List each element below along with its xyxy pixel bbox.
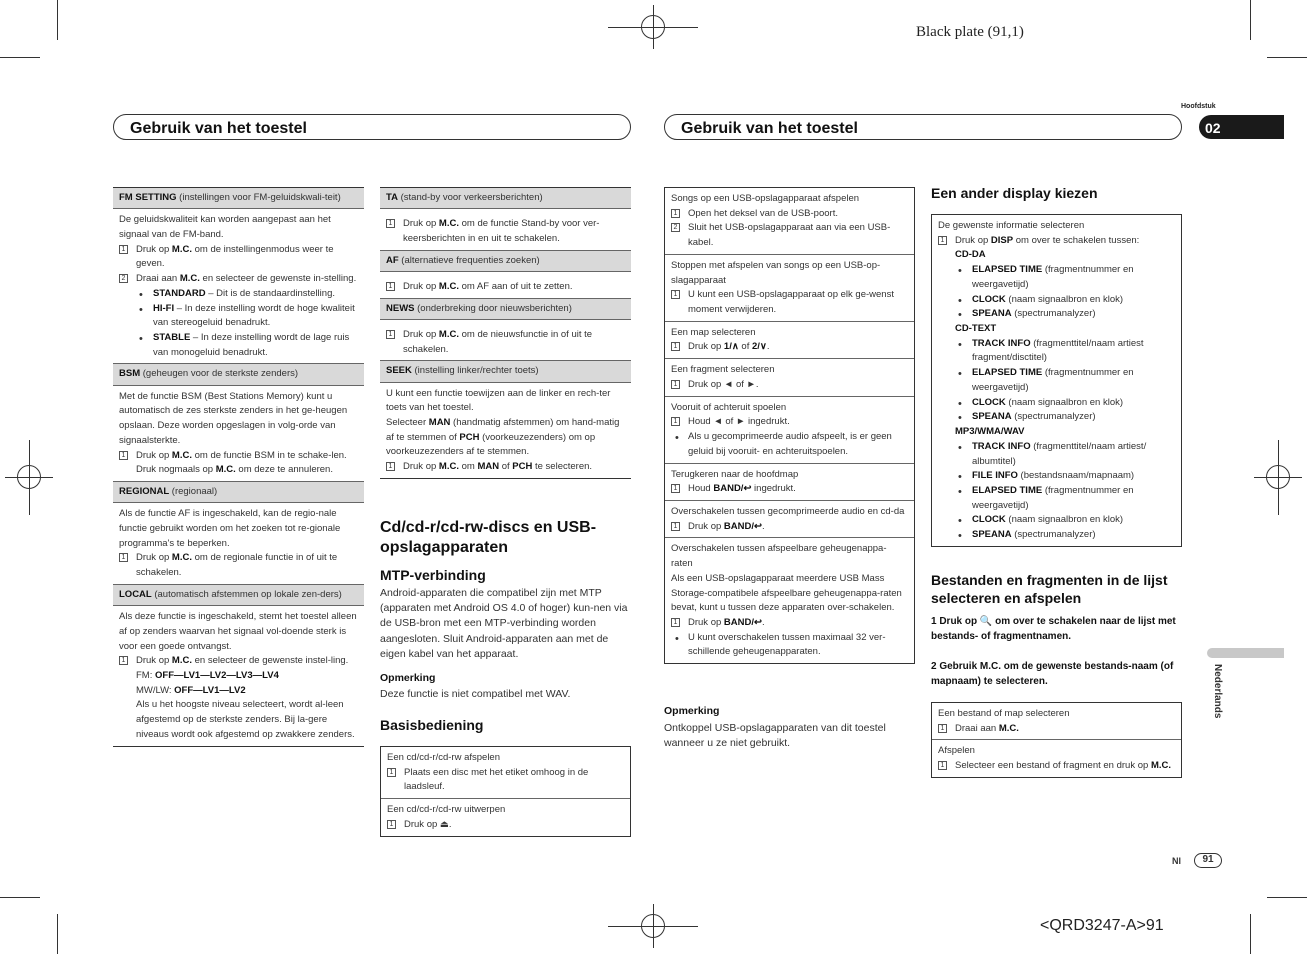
section-title: Gebruik van het toestel — [681, 120, 858, 137]
table-cell: Songs op een USB-opslagapparaat afspelen 1 Open het deksel van de USB-poort. 2 Sluit het USB-opslagapparaat aan via een USB-kabel. — [665, 188, 914, 255]
crop-mark — [1250, 0, 1251, 40]
crop-mark — [57, 914, 58, 954]
crop-mark — [1267, 897, 1307, 898]
table-cell: De geluidskwaliteit kan worden aangepast aan het signaal van de FM-band. 1 Druk op M.C. om de instellingenmodus weer te geven. 2 Draai aan M.C. en selecteer de gewenste in-stelling. • STANDARD – Dit is de standaardinstelling. • HI-FI – In deze instelling wordt de hoge kwaliteit van stereogeluid benadrukt. • STABLE – In deze instelling wordt de lage ruis van monogeluid benadrukt. — [113, 209, 364, 364]
table-cell: Een cd/cd-r/cd-rw afspelen 1 Plaats een disc met het etiket omhoog in de laadsleuf. — [381, 747, 630, 799]
crop-mark — [0, 897, 40, 898]
chapter-number: 02 — [1205, 120, 1221, 136]
registration-mark-icon — [1278, 440, 1279, 515]
table-cell: 1 Druk op M.C. om de nieuwsfunctie in of uit te schakelen. — [380, 320, 631, 361]
table-header: AF (alternatieve frequenties zoeken) — [380, 251, 631, 272]
language-label: Nederlands — [1212, 664, 1223, 719]
section-title: Gebruik van het toestel — [130, 120, 307, 137]
table-cell: U kunt een functie toewijzen aan de linker en rech-ter toets van het toestel. Selecteer MAN (handmatig afstemmen) om hand-matig af te stemmen of PCH (voorkeuzezenders) om op voorkeuzezenders af te stemmen. 1 Druk op M.C. om MAN of PCH te selecteren. — [386, 387, 620, 473]
table-cell: Overschakelen tussen gecomprimeerde audio en cd-da 1 Druk op BAND/↩. — [665, 501, 914, 538]
settings-table-right — [380, 187, 631, 479]
step-text: 2 Gebruik M.C. om de gewenste bestands-naam (of mapnaam) te selecteren. — [931, 661, 1174, 687]
note-text: Deze functie is niet compatibel met WAV. — [380, 688, 571, 700]
table-cell: Met de functie BSM (Best Stations Memory) kunt u automatisch de zes sterkste zenders in het ge-heugen opslaan. Deze worden opgeslagen in volg-orde van signaalsterkte. 1 Druk op M.C. om de functie BSM in te schake-len. Druk nogmaals op M.C. om deze te annuleren. — [113, 386, 364, 482]
table-cell: Een fragment selecteren 1 Druk op ◄ of ►. — [665, 359, 914, 396]
table-cell: 1 Druk op M.C. om AF aan of uit te zetten. — [380, 272, 631, 299]
crop-mark — [1267, 57, 1307, 58]
table-header: TA (stand-by voor verkeersberichten) — [380, 188, 631, 209]
table-header: LOCAL (automatisch afstemmen op lokale zen-ders) — [113, 585, 364, 606]
registration-mark-icon — [653, 904, 654, 948]
chapter-tab — [1199, 115, 1284, 139]
language-tab — [1207, 648, 1284, 658]
table-cell: De gewenste informatie selecteren 1 Druk op DISP om over te schakelen tussen: CD-DA • ELAPSED TIME (fragmentnummer en weergavetijd) • CLOCK (naam signaalbron en klok) • SPEANA (spectrumanalyzer) CD-TEXT • TRACK INFO (fragmenttitel/naam artiest fragment/disctitel) • ELAPSED TIME (fragmentnummer en weergavetijd) • CLOCK (naam signaalbron en klok) • SPEANA (spectrumanalyzer) MP3/WMA/WAV • TRACK INFO (fragmenttitel/naam artiest/ albumtitel) • FILE INFO (bestandsnaam/mapnaam) • ELAPSED TIME (fragmentnummer en weergavetijd) • CLOCK (naam signaalbron en klok) • SPEANA (spectrumanalyzer) — [932, 215, 1181, 546]
table-cell: Een cd/cd-r/cd-rw uitwerpen 1 Druk op ⏏. — [387, 804, 506, 830]
crop-mark — [1250, 914, 1251, 954]
note-text: Ontkoppel USB-opslagapparaten van dit toestel wanneer u ze niet gebruikt. — [664, 722, 886, 750]
file-selection-table — [931, 702, 1182, 778]
table-cell: Als deze functie is ingeschakeld, stemt het toestel alleen af op zenders waarvan het signaal vol-doende sterk is voor een goede ontvangst. 1 Druk op M.C. en selecteer de gewenste instel-ling. FM: OFF—LV1—LV2—LV3—LV4 MW/LW: OFF—LV1—LV2 Als u het hoogste niveau selecteert, wordt al-leen afgestemd op de sterkste zenders. Bij la-gere niveaus wordt ook afgestemd op zwakkere zenders. — [119, 611, 357, 740]
registration-mark-icon — [29, 440, 30, 515]
table-header: BSM (geheugen voor de sterkste zenders) — [113, 364, 364, 385]
crop-mark — [0, 57, 40, 58]
section-heading: Cd/cd-r/cd-rw-discs en USB-opslagapparaten — [380, 519, 597, 556]
table-cell: Een bestand of map selecteren 1 Draai aan M.C. — [932, 703, 1181, 740]
table-cell: Als de functie AF is ingeschakeld, kan de regio-nale functie gebruikt worden om het zoeken tot re-gionale programma's te beperken. 1 Druk op M.C. om de regionale functie in of uit te schakelen. — [113, 503, 364, 585]
basic-operation-table — [380, 746, 631, 837]
table-cell: Een map selecteren 1 Druk op 1/∧ of 2/∨. — [665, 322, 914, 359]
table-header: REGIONAL (regionaal) — [113, 482, 364, 503]
crop-mark — [57, 0, 58, 40]
subsection-heading: Basisbediening — [380, 717, 484, 733]
note-heading: Opmerking — [664, 705, 720, 717]
section-header-left — [113, 114, 631, 140]
subsection-heading: Bestanden en fragmenten in de lijst selecteren en afspelen — [931, 572, 1168, 607]
table-cell: Afspelen 1 Selecteer een bestand of fragment en druk op M.C. — [938, 745, 1171, 772]
subsection-heading: MTP-verbinding — [380, 567, 486, 583]
section-header-right — [664, 114, 1182, 140]
subsection-heading: Een ander display kiezen — [931, 185, 1098, 201]
table-cell: Terugkeren naar de hoofdmap 1 Houd BAND/↩ ingedrukt. — [665, 464, 914, 501]
table-header: FM SETTING (instellingen voor FM-geluidskwali-teit) — [113, 188, 364, 209]
table-cell: Vooruit of achteruit spoelen 1 Houd ◄ of ► ingedrukt. • Als u gecomprimeerde audio afspeelt, is er geen geluid bij vooruit- en achteruitspoelen. — [665, 397, 914, 464]
page-number: 91 — [1194, 853, 1222, 868]
table-cell: Overschakelen tussen afspeelbare geheugenappa-raten Als een USB-opslagapparaat meerdere USB Mass Storage-compatibele afspeelbare geheugenappa-raten bevat, kunt u tussen deze apparaten over-schakelen. 1 Druk op BAND/↩. • U kunt overschakelen tussen maximaal 32 ver-schillende geheugenapparaten. — [665, 538, 914, 663]
table-header: NEWS (onderbreking door nieuwsberichten) — [380, 299, 631, 320]
chapter-label: Hoofdstuk — [1181, 103, 1216, 110]
settings-table-left — [113, 187, 364, 747]
page-language: Nl — [1172, 856, 1181, 866]
step-text: 1 Druk op 🔍 om over te schakelen naar de lijst met bestands- of fragmentnamen. — [931, 616, 1176, 642]
document-code: <QRD3247-A>91 — [1040, 917, 1164, 934]
registration-mark-icon — [653, 5, 654, 49]
table-cell: Stoppen met afspelen van songs op een USB-op-slagapparaat 1 U kunt een USB-opslagapparaat op elk ge-wenst moment verwijderen. — [665, 255, 914, 322]
body-text: Android-apparaten die compatibel zijn met MTP (apparaten met Android OS 4.0 of hoger) kun-nen via de USB-bron met een MTP-verbinding worden aangesloten. Sluit Android-apparaten aan met de eigen kabel van het apparaat. — [380, 587, 628, 660]
plate-label: Black plate (91,1) — [916, 24, 1024, 40]
table-header: SEEK (instelling linker/rechter toets) — [380, 361, 631, 382]
note-heading: Opmerking — [380, 672, 436, 684]
table-cell: 1 Druk op M.C. om de functie Stand-by voor ver-keersberichten in en uit te schakelen. — [380, 209, 631, 250]
usb-operation-table — [664, 187, 915, 664]
display-table — [931, 214, 1182, 547]
